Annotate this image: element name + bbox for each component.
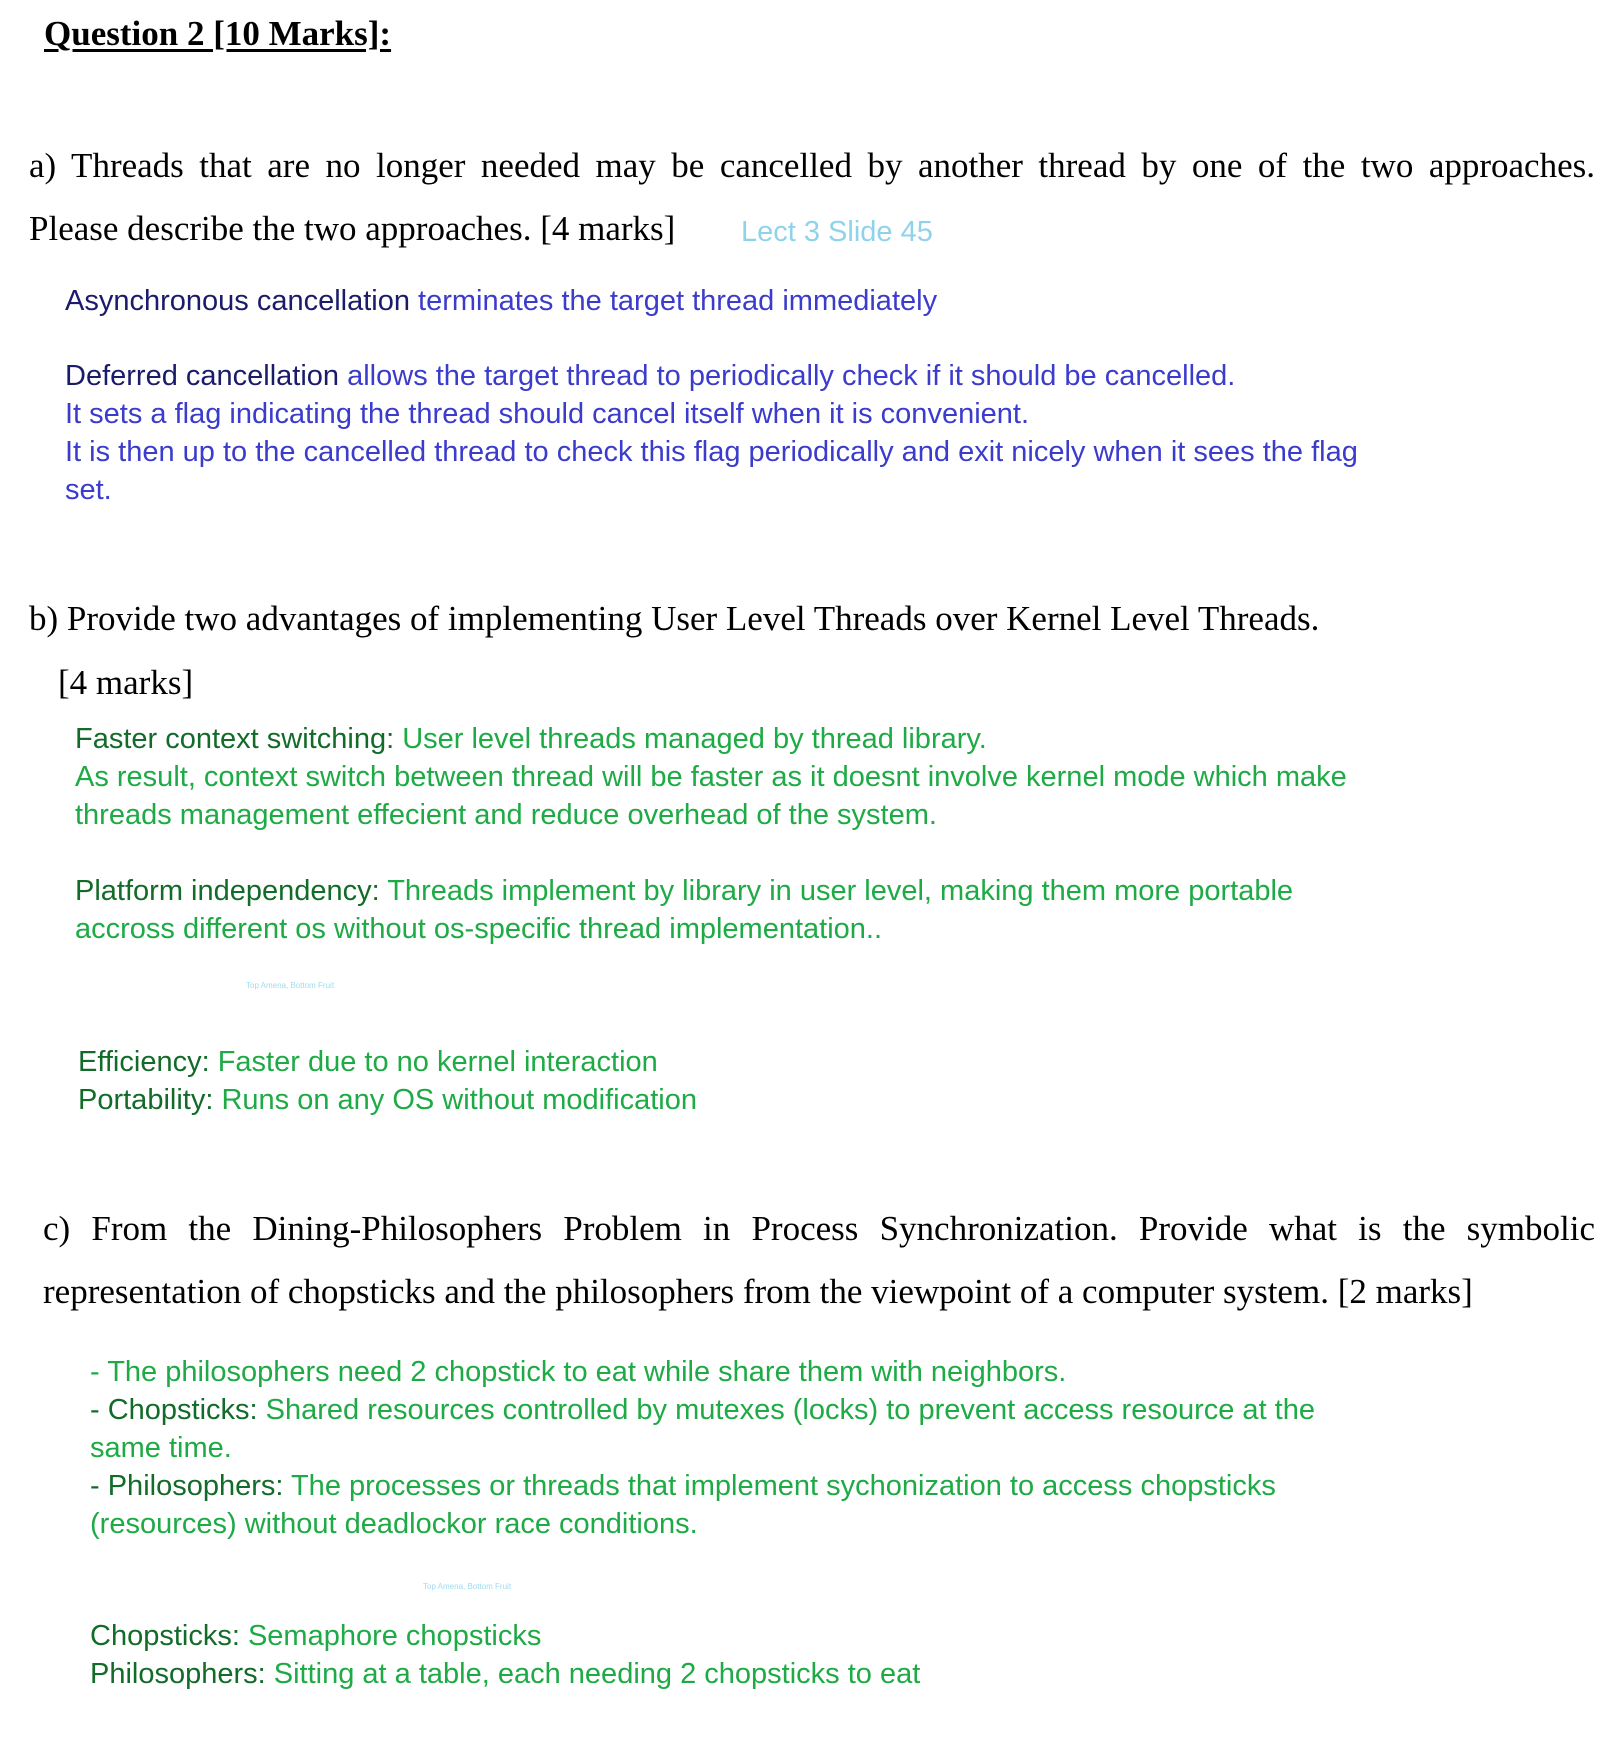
answer-summary-c xyxy=(90,1617,1390,1693)
answer-term: Deferred cancellation xyxy=(65,360,340,392)
answer-deferred-cancellation xyxy=(65,357,1365,509)
bullet-dash: - xyxy=(90,1470,108,1502)
answer-term: Chopsticks: xyxy=(107,1394,258,1426)
answer-term: Portability: xyxy=(78,1084,214,1116)
question-a-line1: a) Threads that are no longer needed may be cancelled by another thread by one of the two approaches. xyxy=(29,146,1595,185)
answer-term: Platform independency: xyxy=(75,875,380,907)
watermark-text: Top Amena, Bottom Fruit xyxy=(246,981,335,990)
answer-definition: The processes or threads that implement sychonization to access chopsticks (resources) without deadlockor race conditions. xyxy=(90,1470,1276,1540)
answer-definition: Sitting at a table, each needing 2 chopsticks to eat xyxy=(265,1658,921,1690)
question-b-marks: [4 marks] xyxy=(58,663,194,702)
question-b-line1: b) Provide two advantages of implementing User Level Threads over Kernel Level Threads. xyxy=(29,599,1320,638)
answer-definition: Threads implement by library in user level, making them more portable accross different os without os-specific thread implementation.. xyxy=(75,875,1294,945)
answer-definition: User level threads managed by thread library. xyxy=(394,723,987,755)
answer-detail: - The philosophers need 2 chopstick to eat while share them with neighbors. xyxy=(90,1356,1067,1388)
question-a-line2: Please describe the two approaches. [4 marks] xyxy=(29,209,676,248)
bullet-dash: - xyxy=(90,1394,108,1426)
answer-definition: Shared resources controlled by mutexes (locks) to prevent access resource at the same time. xyxy=(90,1394,1315,1464)
question-c-line1: c) From the Dining-Philosophers Problem in Process Synchronization. Provide what is the symbolic xyxy=(43,1209,1595,1248)
answer-term: Philosophers: xyxy=(90,1658,266,1690)
question-c-line2: representation of chopsticks and the philosophers from the viewpoint of a computer system. [2 marks] xyxy=(43,1272,1473,1311)
answer-faster-context-switching xyxy=(75,720,1375,834)
answer-dining-philosophers xyxy=(90,1353,1390,1543)
answer-asynchronous-cancellation xyxy=(65,282,937,320)
answer-definition: allows the target thread to periodically check if it should be cancelled. xyxy=(339,360,1236,392)
page-title: Question 2 [10 Marks]: xyxy=(44,14,392,53)
answer-definition: Runs on any OS without modification xyxy=(213,1084,697,1116)
lecture-reference: Lect 3 Slide 45 xyxy=(741,216,933,248)
answer-definition: Semaphore chopsticks xyxy=(239,1620,542,1652)
answer-detail: As result, context switch between thread will be faster as it doesnt involve kernel mode which make threads management effecient and reduce overhead of the system. xyxy=(75,761,1347,831)
answer-term: Efficiency: xyxy=(78,1046,210,1078)
answer-term: Chopsticks: xyxy=(90,1620,240,1652)
answer-platform-independency xyxy=(75,872,1375,948)
answer-summary-b xyxy=(78,1043,1378,1119)
answer-term: Asynchronous cancellation xyxy=(65,285,410,317)
answer-detail: It sets a flag indicating the thread should cancel itself when it is convenient. xyxy=(65,398,1030,430)
watermark-text: Top Amena, Bottom Fruit xyxy=(423,1582,512,1591)
answer-definition: terminates the target thread immediately xyxy=(409,285,938,317)
answer-definition: Faster due to no kernel interaction xyxy=(209,1046,658,1078)
answer-detail: It is then up to the cancelled thread to check this flag periodically and exit nicely when it sees the flag set. xyxy=(65,436,1358,506)
answer-term: Faster context switching: xyxy=(75,723,395,755)
answer-term: Philosophers: xyxy=(107,1470,284,1502)
